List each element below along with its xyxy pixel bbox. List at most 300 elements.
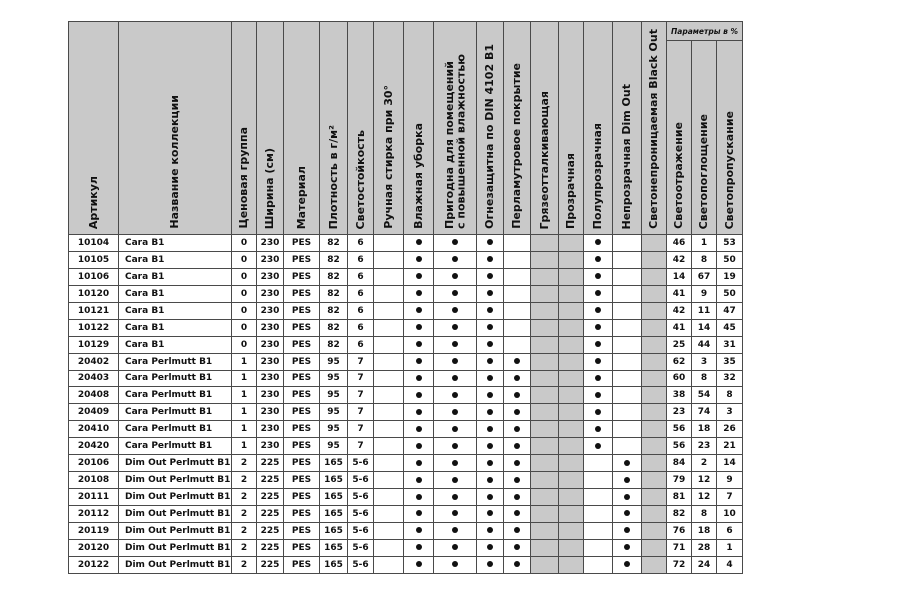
cell-absorption: 8: [692, 506, 717, 523]
cell-reflection: 38: [667, 387, 692, 404]
cell-dirt: [531, 522, 559, 539]
cell-blackout: [642, 302, 667, 319]
cell-width: 230: [257, 235, 284, 252]
cell-humidity: [434, 404, 477, 421]
cell-absorption: 54: [692, 387, 717, 404]
cell-semi: [584, 336, 613, 353]
table-row: [69, 522, 743, 539]
cell-reflection: 62: [667, 353, 692, 370]
cell-dimout: [613, 370, 642, 387]
cell-fire: [477, 251, 504, 268]
cell-wet-cleaning: [404, 438, 434, 455]
cell-transmission: 50: [717, 251, 743, 268]
cell-wet-cleaning: [404, 302, 434, 319]
cell-transparent: [559, 235, 584, 252]
col-header-transmission: Светопропускание: [717, 41, 743, 235]
cell-collection: Dim Out Perlmutt B1: [119, 489, 232, 506]
cell-hand-wash: [374, 404, 404, 421]
cell-pearl: [504, 404, 531, 421]
cell-transmission: 47: [717, 302, 743, 319]
feature-dot-icon: [452, 239, 458, 245]
cell-hand-wash: [374, 438, 404, 455]
cell-dirt: [531, 370, 559, 387]
cell-material: PES: [284, 370, 320, 387]
table-row: [69, 438, 743, 455]
cell-fire: [477, 472, 504, 489]
feature-dot-icon: [514, 358, 520, 364]
cell-width: 230: [257, 387, 284, 404]
feature-dot-icon: [487, 324, 493, 330]
col-header-transparent: Прозрачная: [559, 22, 584, 235]
cell-pearl: [504, 302, 531, 319]
cell-dimout: [613, 302, 642, 319]
cell-transparent: [559, 285, 584, 302]
cell-article: 20120: [69, 539, 119, 556]
cell-blackout: [642, 319, 667, 336]
feature-dot-icon: [624, 561, 630, 567]
feature-dot-icon: [595, 409, 601, 415]
cell-blackout: [642, 489, 667, 506]
cell-width: 225: [257, 472, 284, 489]
cell-transmission: 32: [717, 370, 743, 387]
cell-material: PES: [284, 506, 320, 523]
cell-pearl: [504, 353, 531, 370]
cell-transparent: [559, 387, 584, 404]
cell-hand-wash: [374, 251, 404, 268]
cell-lightfastness: 6: [348, 285, 374, 302]
cell-semi: [584, 421, 613, 438]
cell-wet-cleaning: [404, 506, 434, 523]
cell-hand-wash: [374, 336, 404, 353]
cell-price-group: 2: [232, 522, 257, 539]
cell-lightfastness: 6: [348, 235, 374, 252]
cell-blackout: [642, 421, 667, 438]
cell-material: PES: [284, 302, 320, 319]
cell-humidity: [434, 353, 477, 370]
cell-lightfastness: 6: [348, 319, 374, 336]
cell-humidity: [434, 319, 477, 336]
cell-density: 82: [320, 319, 348, 336]
feature-dot-icon: [514, 561, 520, 567]
feature-dot-icon: [487, 527, 493, 533]
cell-width: 230: [257, 421, 284, 438]
cell-fire: [477, 506, 504, 523]
feature-dot-icon: [487, 426, 493, 432]
cell-price-group: 0: [232, 302, 257, 319]
feature-dot-icon: [595, 256, 601, 262]
cell-humidity: [434, 268, 477, 285]
feature-dot-icon: [416, 239, 422, 245]
cell-dimout: [613, 455, 642, 472]
cell-hand-wash: [374, 556, 404, 573]
cell-reflection: 60: [667, 370, 692, 387]
cell-absorption: 11: [692, 302, 717, 319]
cell-blackout: [642, 539, 667, 556]
cell-transmission: 14: [717, 455, 743, 472]
cell-lightfastness: 5-6: [348, 556, 374, 573]
cell-semi: [584, 455, 613, 472]
col-header-blackout: Светонепроницаемая Black Out: [642, 22, 667, 235]
table-row: [69, 235, 743, 252]
cell-lightfastness: 7: [348, 387, 374, 404]
cell-dimout: [613, 438, 642, 455]
cell-transmission: 3: [717, 404, 743, 421]
table-row: [69, 370, 743, 387]
table-row: [69, 387, 743, 404]
cell-collection: Cara Perlmutt B1: [119, 404, 232, 421]
feature-dot-icon: [595, 392, 601, 398]
cell-density: 165: [320, 472, 348, 489]
feature-dot-icon: [487, 409, 493, 415]
feature-dot-icon: [624, 527, 630, 533]
cell-dimout: [613, 472, 642, 489]
cell-blackout: [642, 387, 667, 404]
cell-semi: [584, 251, 613, 268]
cell-humidity: [434, 522, 477, 539]
cell-article: 10122: [69, 319, 119, 336]
col-header-reflection: Светоотражение: [667, 41, 692, 235]
cell-pearl: [504, 455, 531, 472]
cell-dimout: [613, 539, 642, 556]
cell-reflection: 46: [667, 235, 692, 252]
cell-material: PES: [284, 336, 320, 353]
cell-blackout: [642, 268, 667, 285]
feature-dot-icon: [416, 290, 422, 296]
cell-transparent: [559, 404, 584, 421]
cell-dimout: [613, 506, 642, 523]
table-row: [69, 336, 743, 353]
cell-humidity: [434, 421, 477, 438]
feature-dot-icon: [416, 510, 422, 516]
cell-price-group: 2: [232, 455, 257, 472]
feature-dot-icon: [514, 392, 520, 398]
cell-reflection: 56: [667, 438, 692, 455]
cell-transparent: [559, 421, 584, 438]
feature-dot-icon: [595, 239, 601, 245]
feature-dot-icon: [595, 273, 601, 279]
cell-transparent: [559, 506, 584, 523]
cell-dimout: [613, 556, 642, 573]
table-row: [69, 302, 743, 319]
cell-absorption: 14: [692, 319, 717, 336]
cell-width: 230: [257, 268, 284, 285]
cell-transmission: 7: [717, 489, 743, 506]
cell-semi: [584, 489, 613, 506]
feature-dot-icon: [624, 510, 630, 516]
cell-material: PES: [284, 319, 320, 336]
cell-pearl: [504, 506, 531, 523]
cell-dimout: [613, 285, 642, 302]
cell-reflection: 25: [667, 336, 692, 353]
cell-absorption: 44: [692, 336, 717, 353]
cell-hand-wash: [374, 472, 404, 489]
cell-width: 225: [257, 522, 284, 539]
cell-transparent: [559, 438, 584, 455]
cell-material: PES: [284, 404, 320, 421]
cell-absorption: 18: [692, 522, 717, 539]
cell-hand-wash: [374, 268, 404, 285]
cell-dimout: [613, 421, 642, 438]
cell-humidity: [434, 455, 477, 472]
cell-width: 230: [257, 319, 284, 336]
col-header-article: Артикул: [69, 22, 119, 235]
cell-pearl: [504, 235, 531, 252]
cell-transmission: 9: [717, 472, 743, 489]
feature-dot-icon: [595, 426, 601, 432]
feature-dot-icon: [452, 273, 458, 279]
cell-reflection: 14: [667, 268, 692, 285]
cell-absorption: 3: [692, 353, 717, 370]
cell-collection: Dim Out Perlmutt B1: [119, 556, 232, 573]
cell-article: 20106: [69, 455, 119, 472]
cell-article: 20108: [69, 472, 119, 489]
cell-pearl: [504, 268, 531, 285]
cell-material: PES: [284, 251, 320, 268]
cell-transparent: [559, 336, 584, 353]
table-row: [69, 421, 743, 438]
cell-dirt: [531, 336, 559, 353]
col-header-hand-wash: Ручная стирка при 30°: [374, 22, 404, 235]
cell-article: 10121: [69, 302, 119, 319]
cell-reflection: 23: [667, 404, 692, 421]
cell-lightfastness: 7: [348, 421, 374, 438]
cell-fire: [477, 319, 504, 336]
cell-lightfastness: 5-6: [348, 455, 374, 472]
feature-dot-icon: [595, 375, 601, 381]
cell-blackout: [642, 472, 667, 489]
cell-material: PES: [284, 472, 320, 489]
table-row: [69, 251, 743, 268]
col-header-price-group: Ценовая группа: [232, 22, 257, 235]
cell-collection: Dim Out Perlmutt B1: [119, 472, 232, 489]
feature-dot-icon: [624, 544, 630, 550]
feature-dot-icon: [595, 307, 601, 313]
feature-dot-icon: [452, 341, 458, 347]
table-row: [69, 268, 743, 285]
cell-width: 225: [257, 506, 284, 523]
cell-fire: [477, 268, 504, 285]
feature-dot-icon: [514, 426, 520, 432]
feature-dot-icon: [487, 477, 493, 483]
cell-dirt: [531, 235, 559, 252]
feature-dot-icon: [624, 460, 630, 466]
cell-material: PES: [284, 489, 320, 506]
cell-collection: Cara B1: [119, 268, 232, 285]
cell-article: 20402: [69, 353, 119, 370]
cell-article: 20119: [69, 522, 119, 539]
cell-absorption: 2: [692, 455, 717, 472]
cell-collection: Dim Out Perlmutt B1: [119, 522, 232, 539]
feature-dot-icon: [416, 544, 422, 550]
cell-humidity: [434, 539, 477, 556]
cell-article: 20410: [69, 421, 119, 438]
cell-transparent: [559, 251, 584, 268]
cell-reflection: 56: [667, 421, 692, 438]
cell-wet-cleaning: [404, 319, 434, 336]
cell-reflection: 42: [667, 302, 692, 319]
feature-dot-icon: [487, 392, 493, 398]
cell-article: 20409: [69, 404, 119, 421]
cell-transparent: [559, 556, 584, 573]
table-row: [69, 539, 743, 556]
cell-blackout: [642, 556, 667, 573]
cell-transmission: 50: [717, 285, 743, 302]
table-body: [69, 235, 743, 574]
cell-dirt: [531, 556, 559, 573]
cell-transparent: [559, 455, 584, 472]
feature-dot-icon: [452, 358, 458, 364]
cell-dimout: [613, 251, 642, 268]
col-header-humidity: Пригодна для помещений с повышенной влажностью: [434, 22, 477, 235]
cell-lightfastness: 5-6: [348, 522, 374, 539]
cell-humidity: [434, 251, 477, 268]
cell-absorption: 1: [692, 235, 717, 252]
col-header-absorption: Светопоглощение: [692, 41, 717, 235]
cell-article: 10106: [69, 268, 119, 285]
cell-width: 230: [257, 353, 284, 370]
cell-dimout: [613, 353, 642, 370]
cell-lightfastness: 5-6: [348, 472, 374, 489]
cell-transmission: 53: [717, 235, 743, 252]
cell-collection: Cara Perlmutt B1: [119, 438, 232, 455]
cell-dimout: [613, 268, 642, 285]
cell-article: 10105: [69, 251, 119, 268]
cell-wet-cleaning: [404, 285, 434, 302]
feature-dot-icon: [452, 460, 458, 466]
cell-hand-wash: [374, 353, 404, 370]
feature-dot-icon: [487, 443, 493, 449]
cell-semi: [584, 302, 613, 319]
cell-absorption: 12: [692, 489, 717, 506]
feature-dot-icon: [416, 477, 422, 483]
cell-article: 10120: [69, 285, 119, 302]
cell-blackout: [642, 506, 667, 523]
cell-density: 82: [320, 268, 348, 285]
cell-fire: [477, 387, 504, 404]
cell-wet-cleaning: [404, 404, 434, 421]
cell-semi: [584, 285, 613, 302]
feature-dot-icon: [514, 409, 520, 415]
cell-lightfastness: 5-6: [348, 506, 374, 523]
cell-density: 165: [320, 539, 348, 556]
cell-dimout: [613, 404, 642, 421]
cell-semi: [584, 438, 613, 455]
col-header-fire: Огнезащитна по DIN 4102 B1: [477, 22, 504, 235]
cell-article: 20420: [69, 438, 119, 455]
cell-humidity: [434, 438, 477, 455]
cell-hand-wash: [374, 319, 404, 336]
feature-dot-icon: [595, 358, 601, 364]
cell-pearl: [504, 319, 531, 336]
cell-lightfastness: 7: [348, 353, 374, 370]
col-header-lightfastness: Светостойкость: [348, 22, 374, 235]
cell-humidity: [434, 387, 477, 404]
cell-width: 230: [257, 404, 284, 421]
cell-lightfastness: 6: [348, 302, 374, 319]
feature-dot-icon: [452, 527, 458, 533]
cell-blackout: [642, 251, 667, 268]
cell-pearl: [504, 438, 531, 455]
feature-dot-icon: [487, 544, 493, 550]
cell-width: 230: [257, 336, 284, 353]
cell-material: PES: [284, 387, 320, 404]
cell-width: 225: [257, 455, 284, 472]
cell-semi: [584, 387, 613, 404]
feature-dot-icon: [416, 409, 422, 415]
col-header-dimout: Непрозрачная Dim Out: [613, 22, 642, 235]
cell-semi: [584, 353, 613, 370]
cell-reflection: 79: [667, 472, 692, 489]
cell-lightfastness: 6: [348, 251, 374, 268]
cell-pearl: [504, 251, 531, 268]
cell-width: 225: [257, 556, 284, 573]
feature-dot-icon: [452, 494, 458, 500]
cell-pearl: [504, 472, 531, 489]
cell-absorption: 74: [692, 404, 717, 421]
cell-article: 20408: [69, 387, 119, 404]
cell-price-group: 2: [232, 489, 257, 506]
feature-dot-icon: [595, 341, 601, 347]
cell-semi: [584, 404, 613, 421]
cell-transmission: 8: [717, 387, 743, 404]
cell-transmission: 35: [717, 353, 743, 370]
cell-blackout: [642, 438, 667, 455]
cell-wet-cleaning: [404, 251, 434, 268]
cell-humidity: [434, 336, 477, 353]
cell-price-group: 1: [232, 387, 257, 404]
cell-fire: [477, 302, 504, 319]
feature-dot-icon: [595, 324, 601, 330]
cell-transmission: 26: [717, 421, 743, 438]
feature-dot-icon: [452, 290, 458, 296]
cell-transmission: 21: [717, 438, 743, 455]
feature-dot-icon: [452, 324, 458, 330]
cell-article: 20112: [69, 506, 119, 523]
feature-dot-icon: [487, 561, 493, 567]
cell-hand-wash: [374, 455, 404, 472]
feature-dot-icon: [514, 460, 520, 466]
cell-density: 165: [320, 489, 348, 506]
cell-wet-cleaning: [404, 387, 434, 404]
feature-dot-icon: [487, 375, 493, 381]
cell-width: 230: [257, 285, 284, 302]
cell-material: PES: [284, 285, 320, 302]
cell-dirt: [531, 506, 559, 523]
feature-dot-icon: [416, 273, 422, 279]
cell-lightfastness: 6: [348, 336, 374, 353]
feature-dot-icon: [487, 460, 493, 466]
cell-material: PES: [284, 438, 320, 455]
cell-humidity: [434, 285, 477, 302]
cell-wet-cleaning: [404, 472, 434, 489]
cell-dirt: [531, 302, 559, 319]
cell-hand-wash: [374, 302, 404, 319]
feature-dot-icon: [416, 358, 422, 364]
cell-dimout: [613, 489, 642, 506]
cell-fire: [477, 336, 504, 353]
feature-dot-icon: [514, 527, 520, 533]
cell-density: 165: [320, 522, 348, 539]
cell-price-group: 1: [232, 404, 257, 421]
feature-dot-icon: [452, 443, 458, 449]
feature-dot-icon: [487, 494, 493, 500]
cell-dirt: [531, 353, 559, 370]
cell-transmission: 45: [717, 319, 743, 336]
cell-blackout: [642, 370, 667, 387]
cell-width: 230: [257, 438, 284, 455]
cell-lightfastness: 5-6: [348, 489, 374, 506]
cell-semi: [584, 556, 613, 573]
